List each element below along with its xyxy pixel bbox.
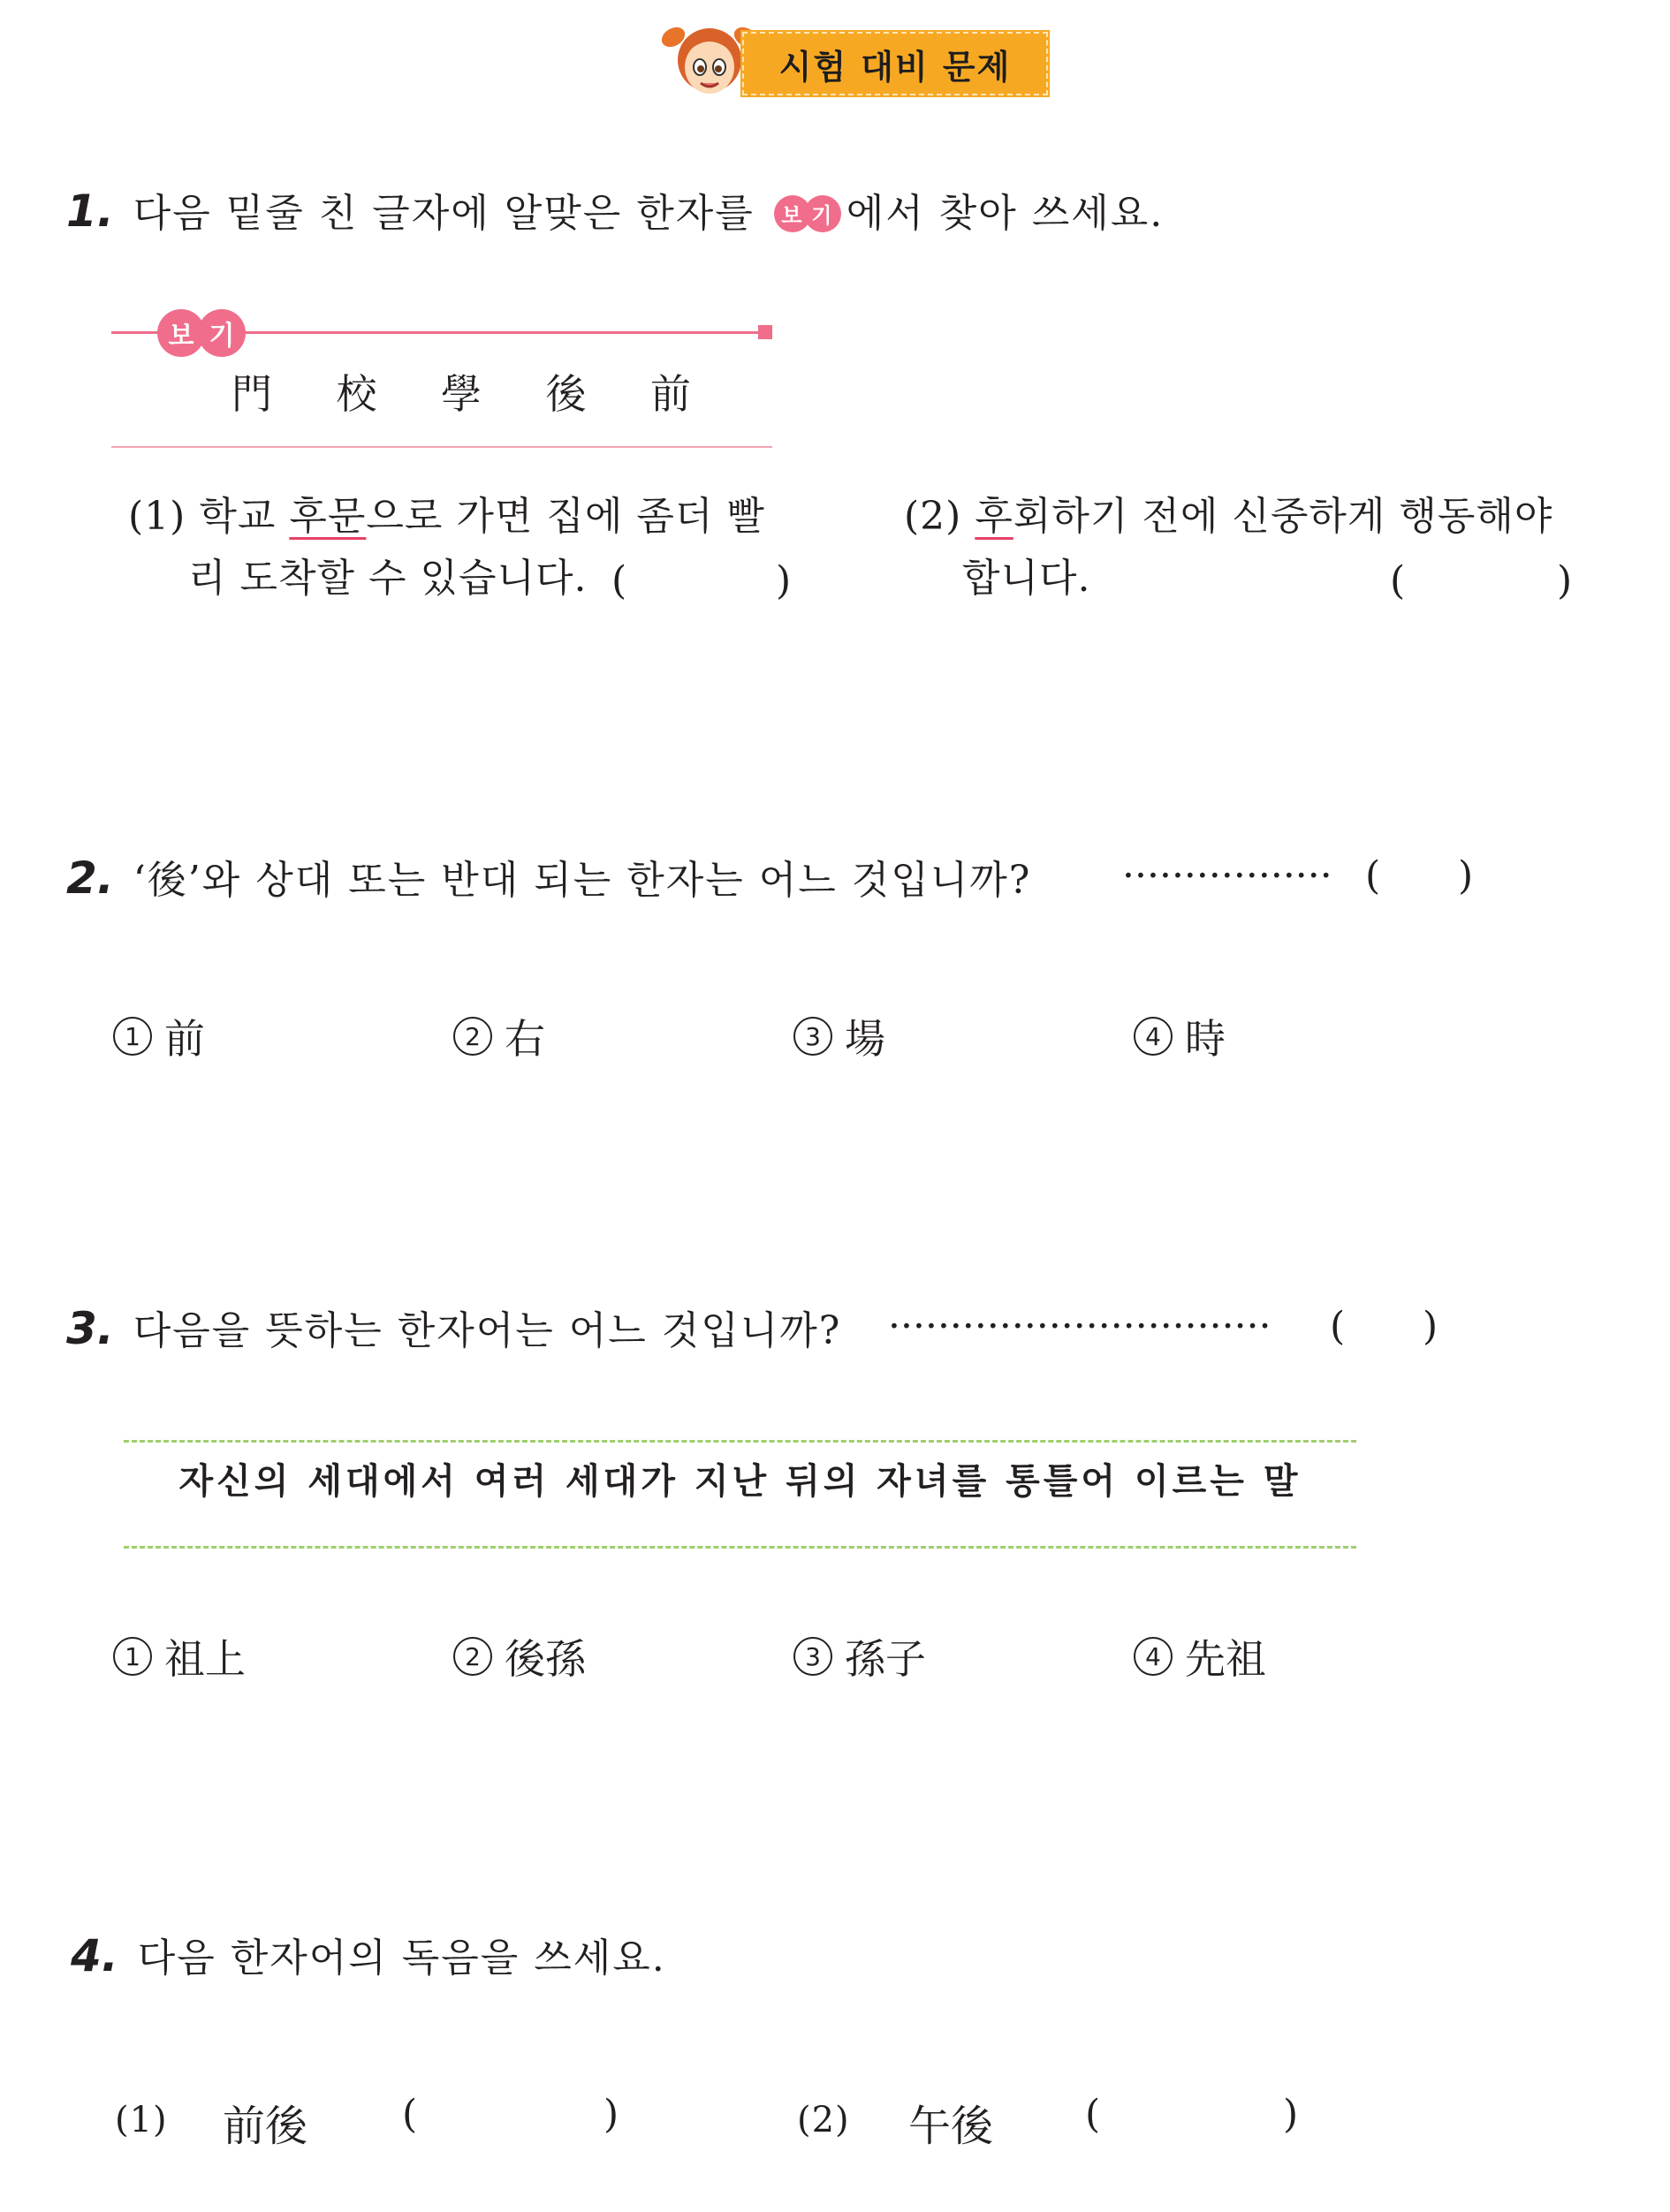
- choice-text: 場: [845, 1015, 885, 1063]
- question-1-text: [133, 181, 1165, 238]
- q4-item-1-number: (1): [115, 2100, 168, 2140]
- question-3: [66, 1299, 841, 1355]
- q4-item-2-number: (2): [797, 2100, 850, 2140]
- question-3-definition: 자신의 세대에서 여러 세대가 지난 뒤의 자녀를 통틀어 이르는 말: [178, 1461, 1302, 1502]
- q1-item-2-underlined: 후: [975, 494, 1013, 539]
- choice-1[interactable]: [113, 1627, 453, 1686]
- q1-item-2-post: 회하기 전에 신중하게 행동해야: [1013, 494, 1553, 539]
- bogi-box-char-2: 기: [198, 309, 246, 357]
- header-title: 시험 대비 문제: [778, 47, 1012, 87]
- q1-item-2-answer-close: ): [1557, 558, 1573, 603]
- question-2-answer-close: ): [1458, 853, 1474, 898]
- bogi-char: 前: [650, 370, 691, 418]
- choice-2[interactable]: [453, 1627, 793, 1686]
- q1-item-1: [128, 486, 765, 610]
- bogi-divider-bottom: [111, 446, 772, 448]
- choice-number: 4: [1134, 1637, 1173, 1676]
- question-3-answer-open: (: [1330, 1304, 1346, 1349]
- bogi-divider-end-marker: [758, 325, 772, 339]
- q4-item-2-answer-close: ): [1283, 2092, 1299, 2137]
- bogi-char: 校: [336, 370, 377, 418]
- question-1: [66, 181, 1164, 238]
- q1-item-2-line2: 합니다.: [962, 556, 1091, 601]
- choice-4[interactable]: [1134, 1007, 1474, 1065]
- choice-number: 4: [1134, 1017, 1173, 1056]
- q1-item-1-answer-open: (: [611, 558, 627, 603]
- choice-1[interactable]: [113, 1007, 453, 1065]
- choice-3[interactable]: [793, 1627, 1134, 1686]
- choice-text: 時: [1185, 1015, 1226, 1063]
- bogi-box-char-1: 보: [157, 309, 205, 357]
- choice-number: 1: [113, 1637, 152, 1676]
- question-3-number: 3.: [66, 1303, 114, 1354]
- question-2-dots: ·················: [1122, 853, 1332, 898]
- definition-divider-top: [124, 1440, 1356, 1443]
- question-1-text-before: 다음 밑줄 친 글자에 알맞은 한자를: [133, 191, 755, 236]
- q4-item-1-answer-close: ): [603, 2092, 619, 2137]
- question-4-text: 다음 한자어의 독음을 쓰세요.: [137, 1936, 666, 1981]
- bogi-inline-char-2: 기: [804, 195, 841, 232]
- bogi-char: 後: [545, 370, 587, 418]
- q1-item-1-number: (1): [128, 494, 186, 539]
- q1-item-1-underlined: 후문: [289, 494, 367, 539]
- bogi-characters: [232, 362, 691, 420]
- choice-2[interactable]: [453, 1007, 793, 1065]
- question-3-dots: ·······························: [888, 1304, 1271, 1349]
- q1-item-2: [904, 486, 1552, 610]
- q1-item-2-number: (2): [904, 494, 962, 539]
- question-4: [71, 1926, 666, 1982]
- bogi-char: 學: [441, 370, 482, 418]
- choice-4[interactable]: [1134, 1627, 1474, 1686]
- choice-text: 先祖: [1185, 1635, 1266, 1683]
- question-3-answer-close: ): [1423, 1304, 1438, 1349]
- question-2-text: ‘後’와 상대 또는 반대 되는 한자는 어느 것입니까?: [133, 858, 1032, 903]
- q4-item-2-word: 午後: [908, 2102, 994, 2151]
- choice-3[interactable]: [793, 1007, 1134, 1065]
- choice-number: 2: [453, 1017, 492, 1056]
- question-3-choices: [113, 1627, 1474, 1686]
- question-2: [66, 848, 1031, 905]
- question-3-text: 다음을 뜻하는 한자어는 어느 것입니까?: [133, 1308, 842, 1353]
- question-2-number: 2.: [66, 852, 114, 904]
- bogi-box-label: [157, 309, 246, 357]
- definition-divider-bottom: [124, 1546, 1356, 1549]
- question-2-answer-open: (: [1365, 853, 1381, 898]
- q1-item-1-answer-close: ): [776, 558, 792, 603]
- bogi-inline-badge: [774, 195, 841, 232]
- choice-text: 孫子: [845, 1635, 926, 1683]
- q1-item-1-line2: 리 도착할 수 있습니다.: [188, 556, 588, 601]
- choice-text: 右: [505, 1015, 545, 1063]
- choice-number: 3: [793, 1637, 832, 1676]
- question-4-number: 4.: [71, 1930, 118, 1981]
- bogi-char: 門: [232, 370, 272, 418]
- choice-number: 2: [453, 1637, 492, 1676]
- question-1-text-after: 에서 찾아 쓰세요.: [846, 191, 1165, 236]
- choice-text: 祖上: [164, 1635, 246, 1683]
- q4-item-2-answer-open: (: [1085, 2092, 1101, 2137]
- question-2-choices: [113, 1007, 1474, 1065]
- choice-text: 前: [164, 1015, 205, 1063]
- choice-text: 後孫: [505, 1635, 586, 1683]
- q1-item-2-answer-open: (: [1390, 558, 1406, 603]
- q4-item-1-word: 前後: [223, 2102, 308, 2151]
- header-badge: [742, 32, 1048, 95]
- q1-item-1-pre: 학교: [199, 494, 290, 539]
- q4-item-1-answer-open: (: [402, 2092, 418, 2137]
- q1-item-1-post: 으로 가면 집에 좀더 빨: [366, 494, 765, 539]
- choice-number: 1: [113, 1017, 152, 1056]
- question-1-number: 1.: [66, 186, 114, 237]
- bogi-inline-char-1: 보: [774, 195, 811, 232]
- choice-number: 3: [793, 1017, 832, 1056]
